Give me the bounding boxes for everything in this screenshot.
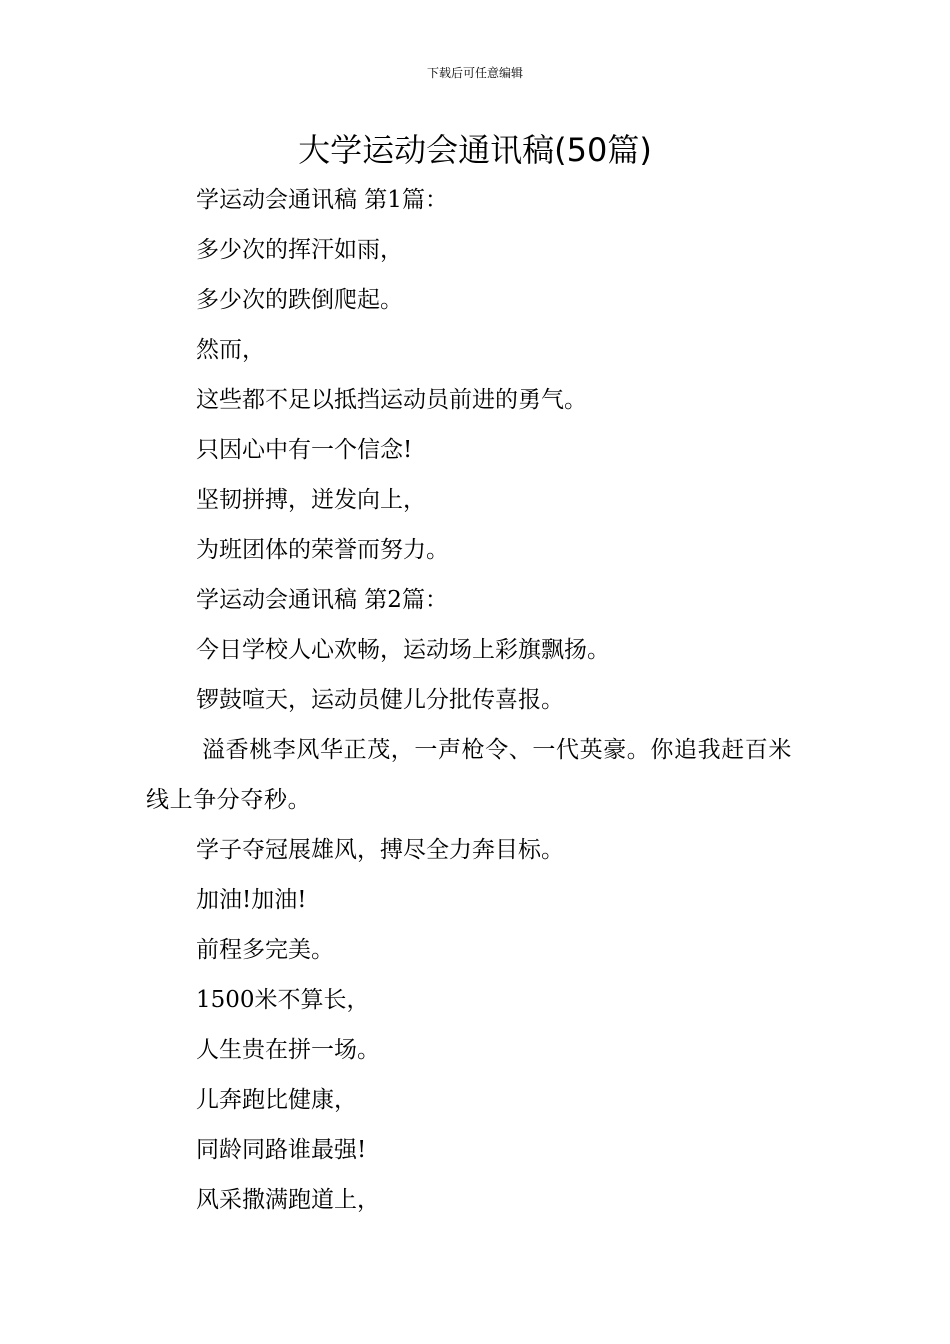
paragraph: 为班团体的荣誉而努力。 bbox=[196, 537, 449, 563]
paragraph: 学运动会通讯稿 第1篇： bbox=[196, 187, 448, 213]
paragraph: 多少次的挥汗如雨， bbox=[196, 237, 403, 263]
paragraph: 风采撒满跑道上， bbox=[196, 1187, 380, 1213]
paragraph: 同龄同路谁最强! bbox=[196, 1137, 367, 1163]
document-title: 大学运动会通讯稿(50篇) bbox=[298, 131, 652, 169]
paragraph: 学子夺冠展雄风，搏尽全力奔目标。 bbox=[196, 837, 564, 863]
paragraph: 只因心中有一个信念! bbox=[196, 437, 413, 463]
paragraph: 然而， bbox=[196, 337, 265, 363]
paragraph: 儿奔跑比健康， bbox=[196, 1087, 357, 1113]
paragraph: 今日学校人心欢畅，运动场上彩旗飘扬。 bbox=[196, 637, 610, 663]
paragraph: 人生贵在拼一场。 bbox=[196, 1037, 380, 1063]
paragraph: 前程多完美。 bbox=[196, 937, 334, 963]
paragraph: 溢香桃李风华正茂，一声枪令、一代英豪。你追我赶百米线上争分夺秒。 bbox=[146, 737, 792, 813]
paragraph: 坚韧拼搏，迸发向上， bbox=[196, 487, 426, 513]
paragraph: 锣鼓喧天，运动员健儿分批传喜报。 bbox=[196, 687, 564, 713]
document-body bbox=[146, 175, 810, 1225]
page-header-note: 下载后可任意编辑 bbox=[426, 66, 523, 80]
paragraph: 1500米不算长， bbox=[196, 987, 370, 1013]
paragraph: 加油!加油! bbox=[196, 887, 307, 913]
paragraph: 这些都不足以抵挡运动员前进的勇气。 bbox=[196, 387, 587, 413]
paragraph: 多少次的跌倒爬起。 bbox=[196, 287, 403, 313]
paragraph: 学运动会通讯稿 第2篇： bbox=[196, 587, 448, 613]
